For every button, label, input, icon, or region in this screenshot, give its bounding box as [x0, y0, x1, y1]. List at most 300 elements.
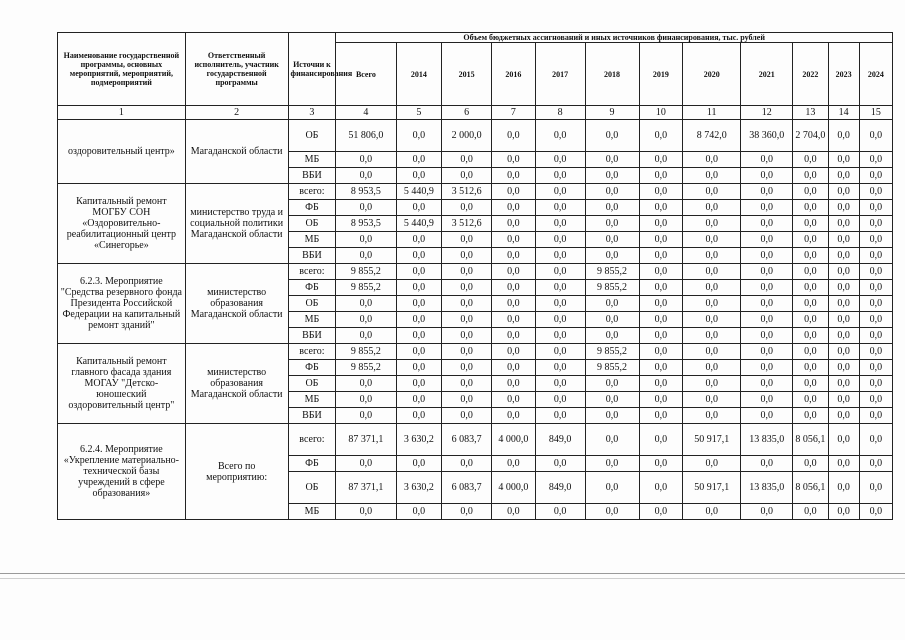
year-value: 0,0 — [442, 152, 492, 168]
year-value: 0,0 — [492, 280, 536, 296]
year-value: 0,0 — [585, 248, 639, 264]
year-value: 0,0 — [492, 184, 536, 200]
total-value: 0,0 — [336, 408, 396, 424]
year-value: 0,0 — [683, 248, 741, 264]
year-value: 38 360,0 — [741, 120, 793, 152]
year-value: 0,0 — [535, 456, 585, 472]
year-value: 0,0 — [492, 296, 536, 312]
funding-source: МБ — [288, 152, 336, 168]
year-value: 0,0 — [442, 280, 492, 296]
total-value: 0,0 — [336, 376, 396, 392]
year-value: 0,0 — [639, 280, 683, 296]
year-value: 0,0 — [741, 344, 793, 360]
year-value: 9 855,2 — [585, 280, 639, 296]
year-value: 0,0 — [859, 232, 892, 248]
total-value: 87 371,1 — [336, 424, 396, 456]
year-value: 0,0 — [793, 264, 828, 280]
year-value: 0,0 — [492, 216, 536, 232]
year-value: 0,0 — [535, 152, 585, 168]
year-value: 0,0 — [639, 184, 683, 200]
year-value: 2 000,0 — [442, 120, 492, 152]
column-number: 4 — [336, 106, 396, 120]
year-value: 0,0 — [442, 392, 492, 408]
year-value: 9 855,2 — [585, 344, 639, 360]
year-value: 0,0 — [683, 184, 741, 200]
year-value: 0,0 — [859, 392, 892, 408]
year-value: 0,0 — [442, 504, 492, 520]
year-value: 849,0 — [535, 472, 585, 504]
responsible-executor: Всего по мероприятию: — [185, 424, 288, 520]
year-value: 0,0 — [741, 328, 793, 344]
year-value: 0,0 — [442, 408, 492, 424]
year-value: 0,0 — [492, 232, 536, 248]
funding-source: МБ — [288, 504, 336, 520]
measure-name: оздоровительный центр» — [58, 120, 186, 184]
year-value: 0,0 — [535, 376, 585, 392]
year-value: 0,0 — [396, 232, 442, 248]
funding-source: ФБ — [288, 280, 336, 296]
year-value: 3 630,2 — [396, 424, 442, 456]
header-year: 2020 — [683, 43, 741, 106]
year-value: 0,0 — [535, 184, 585, 200]
year-value: 0,0 — [859, 344, 892, 360]
year-value: 0,0 — [683, 456, 741, 472]
year-value: 0,0 — [683, 200, 741, 216]
funding-source: ОБ — [288, 376, 336, 392]
year-value: 0,0 — [442, 376, 492, 392]
year-value: 0,0 — [535, 120, 585, 152]
year-value: 0,0 — [828, 184, 859, 200]
year-value: 0,0 — [639, 152, 683, 168]
year-value: 0,0 — [793, 280, 828, 296]
total-value: 0,0 — [336, 296, 396, 312]
year-value: 0,0 — [639, 424, 683, 456]
year-value: 4 000,0 — [492, 424, 536, 456]
year-value: 13 835,0 — [741, 424, 793, 456]
year-value: 0,0 — [859, 376, 892, 392]
year-value: 13 835,0 — [741, 472, 793, 504]
year-value: 0,0 — [492, 152, 536, 168]
year-value: 9 855,2 — [585, 264, 639, 280]
header-name: Наименование государственной программы, основных мероприятий, мероприятий, подмероприятий — [58, 33, 186, 106]
total-value: 0,0 — [336, 312, 396, 328]
year-value: 0,0 — [741, 216, 793, 232]
year-value: 0,0 — [828, 152, 859, 168]
year-value: 0,0 — [396, 248, 442, 264]
year-value: 0,0 — [639, 328, 683, 344]
year-value: 0,0 — [859, 184, 892, 200]
total-value: 0,0 — [336, 232, 396, 248]
year-value: 0,0 — [442, 344, 492, 360]
column-number: 3 — [288, 106, 336, 120]
table-row — [58, 120, 893, 152]
year-value: 0,0 — [741, 184, 793, 200]
year-value: 0,0 — [741, 168, 793, 184]
column-number: 13 — [793, 106, 828, 120]
year-value: 50 917,1 — [683, 424, 741, 456]
year-value: 0,0 — [793, 344, 828, 360]
year-value: 3 512,6 — [442, 184, 492, 200]
year-value: 0,0 — [828, 248, 859, 264]
year-value: 0,0 — [639, 120, 683, 152]
year-value: 0,0 — [683, 344, 741, 360]
year-value: 0,0 — [442, 264, 492, 280]
year-value: 0,0 — [396, 120, 442, 152]
year-value: 0,0 — [492, 264, 536, 280]
year-value: 50 917,1 — [683, 472, 741, 504]
header-responsible: Ответственный исполнитель, участник государственной программы — [185, 33, 288, 106]
column-number: 5 — [396, 106, 442, 120]
total-value: 0,0 — [336, 456, 396, 472]
year-value: 0,0 — [492, 344, 536, 360]
year-value: 0,0 — [828, 312, 859, 328]
table-row — [58, 264, 893, 280]
year-value: 0,0 — [741, 392, 793, 408]
year-value: 0,0 — [793, 168, 828, 184]
total-value: 8 953,5 — [336, 184, 396, 200]
year-value: 0,0 — [828, 328, 859, 344]
year-value: 0,0 — [396, 152, 442, 168]
year-value: 6 083,7 — [442, 424, 492, 456]
year-value: 0,0 — [585, 424, 639, 456]
responsible-executor: Магаданской области — [185, 120, 288, 184]
year-value: 0,0 — [828, 200, 859, 216]
year-value: 0,0 — [442, 168, 492, 184]
total-value: 0,0 — [336, 200, 396, 216]
year-value: 0,0 — [683, 216, 741, 232]
year-value: 0,0 — [535, 344, 585, 360]
total-value: 9 855,2 — [336, 360, 396, 376]
year-value: 0,0 — [585, 456, 639, 472]
header-year: 2019 — [639, 43, 683, 106]
year-value: 0,0 — [683, 232, 741, 248]
year-value: 3 512,6 — [442, 216, 492, 232]
header-year: 2017 — [535, 43, 585, 106]
table-body — [58, 120, 893, 520]
year-value: 0,0 — [793, 376, 828, 392]
year-value: 0,0 — [396, 376, 442, 392]
year-value: 0,0 — [793, 312, 828, 328]
year-value: 0,0 — [683, 264, 741, 280]
total-value: 0,0 — [336, 152, 396, 168]
funding-source: всего: — [288, 184, 336, 200]
column-numbers-row — [58, 106, 893, 120]
measure-name: Капитальный ремонт МОГБУ СОН «Оздоровительно-реабилитационный центр «Синегорье» — [58, 184, 186, 264]
year-value: 2 704,0 — [793, 120, 828, 152]
year-value: 4 000,0 — [492, 472, 536, 504]
year-value: 0,0 — [639, 376, 683, 392]
responsible-executor: министерство образования Магаданской области — [185, 344, 288, 424]
year-value: 0,0 — [585, 504, 639, 520]
funding-source: ВБИ — [288, 328, 336, 344]
year-value: 0,0 — [828, 232, 859, 248]
column-number: 15 — [859, 106, 892, 120]
year-value: 0,0 — [535, 312, 585, 328]
year-value: 0,0 — [741, 248, 793, 264]
year-value: 0,0 — [535, 232, 585, 248]
total-value: 51 806,0 — [336, 120, 396, 152]
year-value: 0,0 — [492, 248, 536, 264]
year-value: 0,0 — [396, 392, 442, 408]
year-value: 0,0 — [741, 152, 793, 168]
year-value: 0,0 — [585, 216, 639, 232]
year-value: 0,0 — [585, 120, 639, 152]
year-value: 0,0 — [639, 168, 683, 184]
funding-source: ОБ — [288, 120, 336, 152]
year-value: 0,0 — [828, 408, 859, 424]
header-total: Всего — [336, 43, 396, 106]
year-value: 0,0 — [492, 360, 536, 376]
year-value: 0,0 — [396, 200, 442, 216]
year-value: 0,0 — [859, 424, 892, 456]
year-value: 0,0 — [535, 280, 585, 296]
year-value: 0,0 — [442, 248, 492, 264]
funding-source: всего: — [288, 424, 336, 456]
table-row — [58, 344, 893, 360]
year-value: 0,0 — [741, 232, 793, 248]
year-value: 8 056,1 — [793, 472, 828, 504]
year-value: 0,0 — [639, 456, 683, 472]
year-value: 0,0 — [828, 472, 859, 504]
year-value: 0,0 — [741, 408, 793, 424]
year-value: 0,0 — [535, 296, 585, 312]
year-value: 0,0 — [442, 360, 492, 376]
year-value: 0,0 — [639, 264, 683, 280]
year-value: 0,0 — [396, 280, 442, 296]
year-value: 0,0 — [683, 328, 741, 344]
year-value: 0,0 — [585, 296, 639, 312]
year-value: 0,0 — [793, 296, 828, 312]
year-value: 0,0 — [683, 360, 741, 376]
year-value: 0,0 — [683, 408, 741, 424]
responsible-executor: министерство образования Магаданской области — [185, 264, 288, 344]
year-value: 0,0 — [492, 376, 536, 392]
year-value: 0,0 — [535, 200, 585, 216]
year-value: 0,0 — [585, 376, 639, 392]
year-value: 0,0 — [828, 296, 859, 312]
year-value: 8 056,1 — [793, 424, 828, 456]
year-value: 0,0 — [859, 360, 892, 376]
column-number: 9 — [585, 106, 639, 120]
year-value: 0,0 — [741, 456, 793, 472]
column-number: 8 — [535, 106, 585, 120]
year-value: 0,0 — [492, 328, 536, 344]
year-value: 0,0 — [683, 280, 741, 296]
year-value: 0,0 — [741, 504, 793, 520]
year-value: 5 440,9 — [396, 184, 442, 200]
year-value: 0,0 — [859, 408, 892, 424]
column-number: 14 — [828, 106, 859, 120]
funding-source: всего: — [288, 264, 336, 280]
header-year: 2018 — [585, 43, 639, 106]
table-row — [58, 184, 893, 200]
year-value: 0,0 — [396, 312, 442, 328]
header-year: 2023 — [828, 43, 859, 106]
year-value: 0,0 — [492, 312, 536, 328]
year-value: 0,0 — [828, 120, 859, 152]
page-edge-line-2 — [0, 578, 905, 579]
year-value: 0,0 — [828, 392, 859, 408]
year-value: 0,0 — [828, 344, 859, 360]
year-value: 0,0 — [585, 328, 639, 344]
total-value: 0,0 — [336, 248, 396, 264]
year-value: 0,0 — [859, 152, 892, 168]
year-value: 9 855,2 — [585, 360, 639, 376]
year-value: 0,0 — [442, 232, 492, 248]
year-value: 0,0 — [683, 504, 741, 520]
year-value: 0,0 — [639, 248, 683, 264]
year-value: 0,0 — [741, 200, 793, 216]
funding-source: МБ — [288, 232, 336, 248]
year-value: 0,0 — [683, 392, 741, 408]
year-value: 0,0 — [793, 200, 828, 216]
year-value: 0,0 — [793, 328, 828, 344]
funding-source: всего: — [288, 344, 336, 360]
year-value: 0,0 — [859, 456, 892, 472]
total-value: 9 855,2 — [336, 264, 396, 280]
year-value: 0,0 — [741, 376, 793, 392]
table-row — [58, 424, 893, 456]
year-value: 0,0 — [828, 504, 859, 520]
year-value: 5 440,9 — [396, 216, 442, 232]
total-value: 0,0 — [336, 168, 396, 184]
year-value: 0,0 — [859, 312, 892, 328]
year-value: 0,0 — [396, 456, 442, 472]
funding-source: ФБ — [288, 360, 336, 376]
column-number: 10 — [639, 106, 683, 120]
year-value: 0,0 — [683, 296, 741, 312]
year-value: 0,0 — [828, 168, 859, 184]
funding-source: ОБ — [288, 296, 336, 312]
year-value: 0,0 — [639, 312, 683, 328]
year-value: 0,0 — [535, 248, 585, 264]
responsible-executor: министерство труда и социальной политики Магаданской области — [185, 184, 288, 264]
year-value: 0,0 — [535, 264, 585, 280]
total-value: 87 371,1 — [336, 472, 396, 504]
year-value: 3 630,2 — [396, 472, 442, 504]
year-value: 0,0 — [683, 312, 741, 328]
year-value: 0,0 — [793, 392, 828, 408]
funding-source: МБ — [288, 312, 336, 328]
year-value: 0,0 — [793, 184, 828, 200]
year-value: 0,0 — [492, 120, 536, 152]
year-value: 0,0 — [793, 408, 828, 424]
year-value: 0,0 — [859, 200, 892, 216]
year-value: 0,0 — [741, 296, 793, 312]
year-value: 0,0 — [741, 264, 793, 280]
year-value: 0,0 — [683, 152, 741, 168]
year-value: 0,0 — [859, 120, 892, 152]
year-value: 0,0 — [396, 168, 442, 184]
year-value: 0,0 — [741, 280, 793, 296]
budget-table — [57, 32, 893, 520]
year-value: 0,0 — [396, 408, 442, 424]
year-value: 0,0 — [859, 168, 892, 184]
year-value: 6 083,7 — [442, 472, 492, 504]
year-value: 0,0 — [535, 360, 585, 376]
year-value: 0,0 — [639, 392, 683, 408]
year-value: 0,0 — [683, 376, 741, 392]
year-value: 0,0 — [859, 280, 892, 296]
funding-source: ОБ — [288, 216, 336, 232]
year-value: 0,0 — [793, 232, 828, 248]
year-value: 0,0 — [859, 328, 892, 344]
funding-source: ФБ — [288, 200, 336, 216]
year-value: 0,0 — [793, 152, 828, 168]
year-value: 0,0 — [639, 216, 683, 232]
column-number: 1 — [58, 106, 186, 120]
year-value: 0,0 — [396, 264, 442, 280]
measure-name: Капитальный ремонт главного фасада здания МОГАУ "Детско-юношеский оздоровительный центр" — [58, 344, 186, 424]
year-value: 0,0 — [585, 232, 639, 248]
year-value: 0,0 — [639, 200, 683, 216]
total-value: 9 855,2 — [336, 280, 396, 296]
total-value: 9 855,2 — [336, 344, 396, 360]
year-value: 0,0 — [585, 168, 639, 184]
measure-name: 6.2.3. Мероприятие "Средства резервного фонда Президента Российской Федерации на капитальный ремонт зданий" — [58, 264, 186, 344]
year-value: 0,0 — [396, 360, 442, 376]
year-value: 0,0 — [793, 360, 828, 376]
funding-source: ВБИ — [288, 408, 336, 424]
year-value: 0,0 — [828, 280, 859, 296]
header-volume: Объем бюджетных ассигнований и иных источников финансирования, тыс. рублей — [336, 33, 893, 43]
year-value: 0,0 — [396, 328, 442, 344]
year-value: 0,0 — [442, 456, 492, 472]
measure-name: 6.2.4. Мероприятие «Укрепление материально-технической базы учреждений в сфере образования» — [58, 424, 186, 520]
year-value: 0,0 — [639, 232, 683, 248]
year-value: 0,0 — [793, 456, 828, 472]
year-value: 0,0 — [639, 296, 683, 312]
year-value: 0,0 — [396, 296, 442, 312]
year-value: 0,0 — [442, 296, 492, 312]
year-value: 849,0 — [535, 424, 585, 456]
year-value: 0,0 — [859, 296, 892, 312]
year-value: 0,0 — [535, 408, 585, 424]
year-value: 0,0 — [828, 456, 859, 472]
year-value: 0,0 — [741, 312, 793, 328]
year-value: 0,0 — [859, 504, 892, 520]
year-value: 0,0 — [396, 344, 442, 360]
header-year: 2016 — [492, 43, 536, 106]
year-value: 0,0 — [535, 168, 585, 184]
year-value: 0,0 — [639, 360, 683, 376]
column-number: 6 — [442, 106, 492, 120]
year-value: 0,0 — [396, 504, 442, 520]
year-value: 0,0 — [828, 360, 859, 376]
year-value: 0,0 — [793, 248, 828, 264]
year-value: 0,0 — [585, 312, 639, 328]
year-value: 0,0 — [492, 392, 536, 408]
header-year: 2014 — [396, 43, 442, 106]
year-value: 0,0 — [442, 312, 492, 328]
column-number: 11 — [683, 106, 741, 120]
year-value: 0,0 — [535, 328, 585, 344]
year-value: 0,0 — [639, 504, 683, 520]
page-edge-line — [0, 573, 905, 574]
funding-source: МБ — [288, 392, 336, 408]
year-value: 0,0 — [859, 248, 892, 264]
year-value: 0,0 — [639, 472, 683, 504]
year-value: 0,0 — [492, 200, 536, 216]
funding-source: ОБ — [288, 472, 336, 504]
total-value: 8 953,5 — [336, 216, 396, 232]
year-value: 0,0 — [859, 264, 892, 280]
funding-source: ФБ — [288, 456, 336, 472]
header-year: 2024 — [859, 43, 892, 106]
year-value: 0,0 — [828, 376, 859, 392]
year-value: 0,0 — [859, 216, 892, 232]
year-value: 0,0 — [828, 264, 859, 280]
